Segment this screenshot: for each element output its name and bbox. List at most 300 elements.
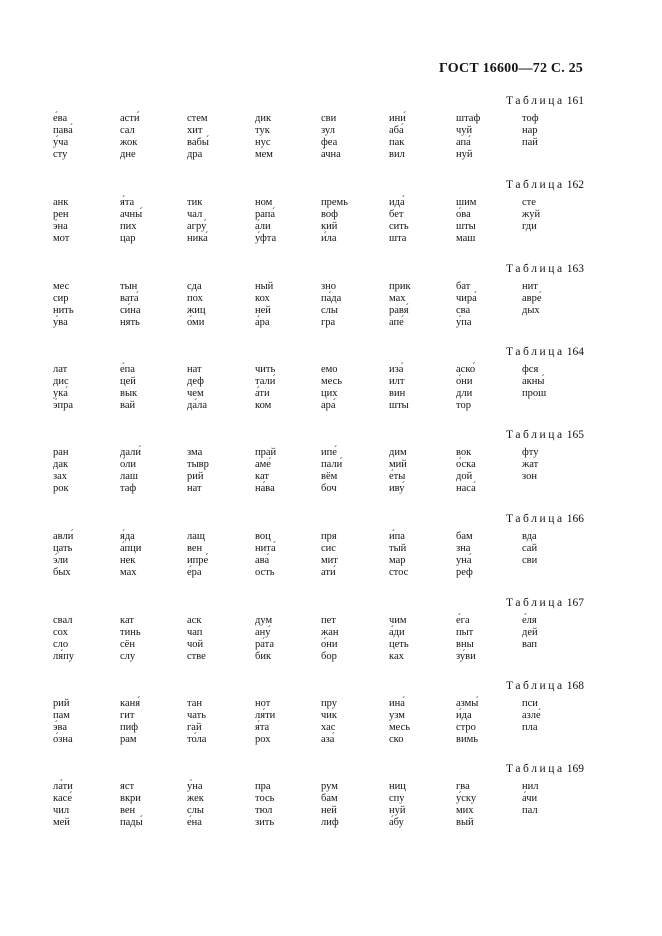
word-item: ану́ [255, 627, 271, 638]
word-item: месь [389, 722, 411, 733]
word-column [321, 281, 383, 329]
word-item: дли [456, 388, 473, 399]
word-column [389, 615, 451, 663]
word-item: рапа́ [255, 209, 276, 220]
word-item: ран [53, 447, 69, 458]
word-column [255, 615, 317, 663]
word-item: жан [321, 627, 339, 638]
word-item: слу [120, 651, 136, 662]
word-column [120, 364, 182, 412]
word-item: чира́ [456, 293, 477, 304]
word-column [53, 781, 115, 829]
word-item: пам [53, 710, 70, 721]
word-item: тюл [255, 805, 273, 816]
word-column [389, 781, 451, 829]
word-item: си́на [120, 305, 141, 316]
word-item: бам [456, 531, 473, 542]
word-item: кат [120, 615, 134, 626]
word-item: нат [187, 483, 202, 494]
word-item: мах [120, 567, 137, 578]
word-item: вда [522, 531, 537, 542]
word-item: слы [321, 305, 338, 316]
word-item: нуй [389, 805, 406, 816]
word-item: сить [389, 221, 409, 232]
word-table [0, 679, 662, 759]
word-column [389, 447, 451, 495]
word-item: о́ска [456, 459, 476, 470]
word-item: мот [53, 233, 70, 244]
word-item: чем [187, 388, 204, 399]
word-item: пай [522, 137, 538, 148]
word-item: ля́пу [53, 651, 74, 662]
word-item: э́пра [53, 400, 74, 411]
word-column [456, 197, 518, 245]
word-column [120, 447, 182, 495]
word-item: нита́ [255, 543, 276, 554]
word-item: ля́ти [255, 710, 276, 721]
word-column [321, 364, 383, 412]
table-number: 162 [566, 179, 584, 191]
word-table [0, 512, 662, 592]
word-item: и́ла [321, 233, 337, 244]
word-item: авре́ [522, 293, 542, 304]
word-item: ини́ [389, 113, 406, 124]
word-item: чать [187, 710, 207, 721]
word-item: жиц [187, 305, 206, 316]
word-item: тый [389, 543, 407, 554]
word-item: стро [456, 722, 476, 733]
word-item: ипе́ [321, 447, 337, 458]
word-item: а́ти [255, 388, 270, 399]
word-column [187, 197, 249, 245]
word-item: сай [522, 543, 538, 554]
word-item: цар [120, 233, 136, 244]
word-item: илт [389, 376, 405, 387]
word-item: вен [187, 543, 203, 554]
word-column [187, 113, 249, 161]
word-item: стве [187, 651, 206, 662]
word-item: зу́ви [456, 651, 476, 662]
word-item: штаф [456, 113, 481, 124]
word-column [321, 531, 383, 579]
word-item: фся [522, 364, 539, 375]
word-item: ина́ [389, 698, 405, 709]
word-item: вый [456, 817, 474, 828]
table-number: 167 [566, 597, 584, 609]
word-item: кат [255, 471, 269, 482]
word-item: деф [187, 376, 204, 387]
word-column [255, 113, 317, 161]
word-item: тось [255, 793, 275, 804]
word-item: кий [321, 221, 338, 232]
word-item: а́ди [389, 627, 405, 638]
word-item: ла́ти [53, 781, 73, 792]
word-column [53, 281, 115, 329]
word-item: месь [321, 376, 343, 387]
word-item: шта [389, 233, 407, 244]
word-column [187, 281, 249, 329]
word-item: рум [321, 781, 338, 792]
word-item: о́ли [120, 459, 136, 470]
table-caption-word: Таблица [505, 513, 565, 525]
word-item: ниц [389, 781, 406, 792]
word-item: чить [255, 364, 276, 375]
word-item: иву́ [389, 483, 405, 494]
word-item: е́па [120, 364, 135, 375]
word-column [321, 781, 383, 829]
word-item: жуй [522, 209, 541, 220]
word-item: равя́ [389, 305, 409, 316]
word-item: сло [53, 639, 69, 650]
word-item: дум [255, 615, 273, 626]
word-item: вём [321, 471, 338, 482]
word-column [187, 531, 249, 579]
word-column [120, 281, 182, 329]
word-item: и́да [456, 710, 472, 721]
word-item: вата́ [120, 293, 139, 304]
word-column [522, 197, 584, 233]
word-column [255, 197, 317, 245]
word-item: цать [53, 543, 73, 554]
word-column [389, 113, 451, 161]
word-column [255, 531, 317, 579]
word-column [522, 447, 584, 483]
word-item: реф [456, 567, 473, 578]
word-item: дой [456, 471, 473, 482]
word-item: у́ва [53, 317, 68, 328]
word-column [389, 281, 451, 329]
word-column [187, 615, 249, 663]
word-item: чой [187, 639, 204, 650]
word-item: вимь [456, 734, 479, 745]
word-item: нить [53, 305, 74, 316]
table-caption [0, 428, 584, 442]
table-caption-word: Таблица [505, 763, 565, 775]
word-table [0, 262, 662, 342]
word-table [0, 94, 662, 174]
word-item: иза́ [389, 364, 404, 375]
word-item: прик [389, 281, 411, 292]
word-item: я́та [255, 722, 270, 733]
word-item: ипре́ [187, 555, 209, 566]
table-number: 161 [566, 95, 584, 107]
word-item: пси [522, 698, 538, 709]
word-column [187, 698, 249, 746]
word-column [389, 531, 451, 579]
word-item: апа́ [456, 137, 471, 148]
table-caption-word: Таблица [505, 346, 565, 358]
word-item: ава́ [255, 555, 270, 566]
word-item: бет [389, 209, 404, 220]
word-item: феа [321, 137, 338, 148]
word-column [120, 698, 182, 746]
table-caption [0, 178, 584, 192]
word-item: нил [522, 781, 539, 792]
word-item: акны́ [522, 376, 545, 387]
word-column [53, 113, 115, 161]
word-item: дик [255, 113, 272, 124]
word-column [53, 698, 115, 746]
word-item: сох [53, 627, 68, 638]
word-column [456, 281, 518, 329]
word-item: рий [53, 698, 70, 709]
word-item: пыт [456, 627, 474, 638]
word-item: лаш [120, 471, 138, 482]
word-item: рий [187, 471, 204, 482]
word-item: агру́ [187, 221, 207, 232]
table-number: 164 [566, 346, 584, 358]
word-item: сал [120, 125, 135, 136]
page-header [0, 61, 583, 77]
word-column [120, 197, 182, 245]
word-item: зул [321, 125, 335, 136]
table-caption [0, 679, 584, 693]
word-item: бор [321, 651, 337, 662]
word-item: стем [187, 113, 208, 124]
word-item: е́на [187, 817, 202, 828]
word-item: фту [522, 447, 539, 458]
word-item: ный [255, 281, 274, 292]
word-item: ати́ [321, 567, 336, 578]
table-caption-word: Таблица [505, 179, 565, 191]
word-column [456, 447, 518, 495]
word-item: у́ску [456, 793, 477, 804]
word-item: мем [255, 149, 273, 160]
word-item: рен [53, 209, 69, 220]
table-caption [0, 512, 584, 526]
word-item: вай [120, 400, 136, 411]
word-item: вны [456, 639, 474, 650]
word-column [389, 698, 451, 746]
word-item: рам [120, 734, 137, 745]
word-column [53, 364, 115, 412]
word-item: нус [255, 137, 271, 148]
word-item: лат [53, 364, 68, 375]
table-number: 168 [566, 680, 584, 692]
word-item: пиф [120, 722, 139, 733]
word-item: тан [187, 698, 202, 709]
word-item: тук [255, 125, 270, 136]
word-column [255, 698, 317, 746]
word-item: дне [120, 149, 136, 160]
word-item: быx [53, 567, 71, 578]
word-column [120, 531, 182, 579]
word-item: лащ [187, 531, 205, 542]
word-column [456, 615, 518, 663]
word-table [0, 428, 662, 508]
word-item: уна́ [456, 555, 472, 566]
word-item: сте [522, 197, 536, 208]
word-item: а́ра [255, 317, 270, 328]
word-item: нот [255, 698, 271, 709]
word-item: дра [187, 149, 203, 160]
word-item: пады́ [120, 817, 143, 828]
word-item: пава́ [53, 125, 73, 136]
word-column [53, 531, 115, 579]
word-column [321, 447, 383, 495]
word-item: вык [120, 388, 138, 399]
word-item: жек [187, 793, 204, 804]
word-item: о́ни [456, 376, 473, 387]
word-item: хас [321, 722, 336, 733]
word-item: вок [456, 447, 472, 458]
word-item: у́ча [53, 137, 69, 148]
page-title: ГОСТ 16600—72 С. 25 [439, 61, 583, 76]
word-item: у́па [456, 317, 472, 328]
table-caption [0, 94, 584, 108]
word-item: тывр [187, 459, 209, 470]
word-item: сва [456, 305, 471, 316]
word-item: е́ты [389, 471, 406, 482]
word-item: сир [53, 293, 69, 304]
word-item: апе́ [389, 317, 404, 328]
table-number: 166 [566, 513, 584, 525]
word-item: дис [53, 376, 69, 387]
word-item: ком [255, 400, 272, 411]
word-column [522, 531, 584, 567]
word-column [522, 698, 584, 734]
word-item: свал [53, 615, 73, 626]
word-item: нар [522, 125, 538, 136]
word-item: на́ва [255, 483, 275, 494]
word-item: гит [120, 710, 135, 721]
word-column [255, 781, 317, 829]
word-item: дали́ [120, 447, 141, 458]
word-item: сви [522, 555, 538, 566]
word-item: премь [321, 197, 348, 208]
word-item: чал [187, 209, 203, 220]
word-column [321, 197, 383, 245]
word-item: тор [456, 400, 471, 411]
word-item: сви [321, 113, 337, 124]
word-item: тик [187, 197, 203, 208]
word-item: аме́ [255, 459, 271, 470]
word-item: зно [321, 281, 337, 292]
table-caption-word: Таблица [505, 429, 565, 441]
word-item: вап [522, 639, 537, 650]
word-item: то́ла [187, 734, 207, 745]
word-item: пих [120, 221, 137, 232]
word-item: азмы́ [456, 698, 479, 709]
word-item: хит [187, 125, 203, 136]
word-item: ника́ [187, 233, 208, 244]
word-item: е́га [456, 615, 470, 626]
word-item: о́ва [456, 209, 471, 220]
word-item: цих [321, 388, 338, 399]
word-item: каня́ [120, 698, 141, 709]
word-item: стос [389, 567, 409, 578]
word-item: пак [389, 137, 405, 148]
word-item: цей [120, 376, 136, 387]
word-item: чуй [456, 125, 473, 136]
word-item: пох [187, 293, 203, 304]
word-column [522, 781, 584, 817]
word-item: маш [456, 233, 476, 244]
word-column [522, 113, 584, 149]
word-item: ука́ [53, 388, 68, 399]
word-item: кох [255, 293, 270, 304]
word-column [456, 113, 518, 161]
table-caption-word: Таблица [505, 263, 565, 275]
word-item: мес [53, 281, 70, 292]
word-item: жок [120, 137, 138, 148]
word-item: ара́ [321, 400, 336, 411]
word-item: аба́ [389, 125, 404, 136]
word-table [0, 596, 662, 676]
word-item: мах [389, 293, 406, 304]
word-item: пря [321, 531, 337, 542]
word-item: пали́ [321, 459, 343, 470]
word-item: нек [120, 555, 136, 566]
word-item: е́ра [187, 567, 202, 578]
word-item: зон [522, 471, 537, 482]
table-caption-word: Таблица [505, 597, 565, 609]
word-item: тали́ [255, 376, 276, 387]
word-item: сён [120, 639, 135, 650]
word-item: пра [255, 781, 271, 792]
word-item: ида́ [389, 197, 405, 208]
word-column [522, 281, 584, 317]
word-column [187, 364, 249, 412]
word-item: мий [389, 459, 407, 470]
word-item: я́да [120, 531, 135, 542]
word-item: асти́ [120, 113, 140, 124]
word-item: узм [389, 710, 405, 721]
word-item: жат [522, 459, 539, 470]
word-item: анк [53, 197, 69, 208]
table-caption [0, 262, 584, 276]
word-column [120, 113, 182, 161]
word-column [321, 698, 383, 746]
word-item: о́ми [187, 317, 205, 328]
word-item: зить [255, 817, 275, 828]
word-column [456, 364, 518, 412]
word-table [0, 345, 662, 425]
word-item: э́ва [53, 722, 67, 733]
word-item: ней [321, 805, 337, 816]
word-item: у́фта [255, 233, 277, 244]
word-item: сту [53, 149, 68, 160]
word-item: ость [255, 567, 275, 578]
word-column [53, 197, 115, 245]
word-item: ско [389, 734, 404, 745]
word-item: а́пци [120, 543, 142, 554]
word-item: чап [187, 627, 203, 638]
word-item: ном [255, 197, 273, 208]
word-item: пла [522, 722, 538, 733]
word-column [389, 197, 451, 245]
word-item: нат [187, 364, 202, 375]
word-table [0, 762, 662, 842]
table-number: 169 [566, 763, 584, 775]
word-item: шты [389, 400, 409, 411]
word-item: азле́ [522, 710, 541, 721]
word-item: а́чна [321, 149, 341, 160]
table-caption [0, 596, 584, 610]
word-item: ней [255, 305, 271, 316]
word-column [321, 615, 383, 663]
word-item: зна [456, 543, 471, 554]
word-item: вабы́ [187, 137, 209, 148]
word-item: нит [522, 281, 538, 292]
word-item: вин [389, 388, 406, 399]
word-item: вил [389, 149, 405, 160]
word-column [522, 364, 584, 400]
word-item: о́ни [321, 639, 338, 650]
word-item: ра́та [255, 639, 275, 650]
word-item: лиф [321, 817, 339, 828]
word-column [456, 698, 518, 746]
